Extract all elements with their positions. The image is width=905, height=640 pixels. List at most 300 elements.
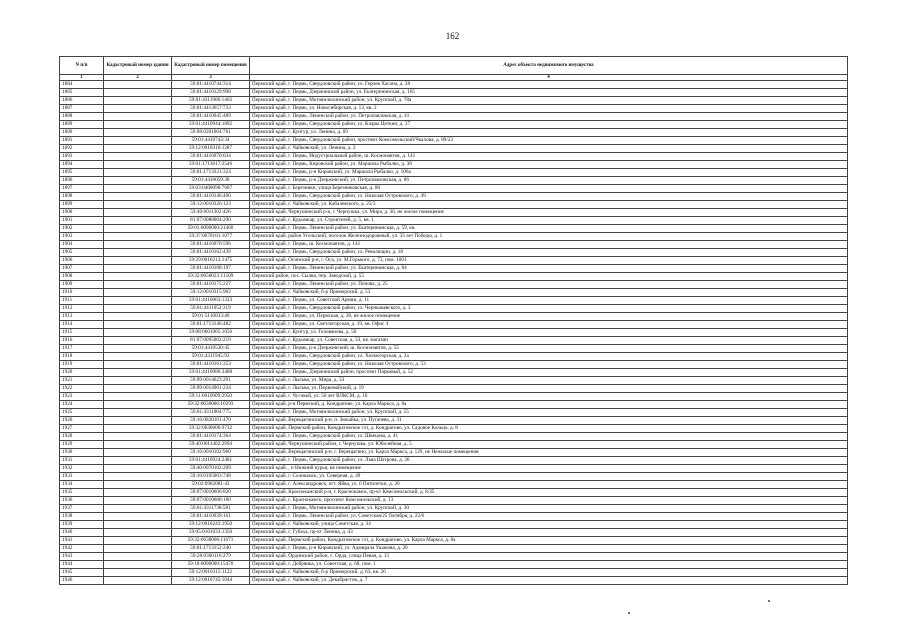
- row-number: 1897: [60, 185, 104, 193]
- room-cadastral-number: 59:09:0014901:234: [172, 385, 250, 393]
- row-number: 1944: [60, 561, 104, 569]
- row-number: 1918: [60, 353, 104, 361]
- row-number: 1891: [60, 137, 104, 145]
- table-row: [60, 385, 848, 393]
- table-row: [60, 97, 848, 105]
- table-row: [60, 353, 848, 361]
- building-cadastral-number: [104, 449, 172, 457]
- building-cadastral-number: [104, 113, 172, 121]
- room-cadastral-number: 59:01:4410162:439: [172, 249, 250, 257]
- table-row: [60, 417, 848, 425]
- object-address: Пермский край, Пермский район, Кондратовское с/п, д. Кондратово, ул. Садовое Кольцо, д. 8: [250, 425, 848, 433]
- object-address: Пермский край, г. Пермь, р-н Кировский, ул. Маршала Рыбалко, д. 106а: [250, 169, 848, 177]
- object-address: Пермский край, Осинский р-н, г. Оса, ул. М.Горького, д. 73, пом. 1001: [250, 257, 848, 265]
- room-cadastral-number: 59:12:0010745:1044: [172, 577, 250, 585]
- building-cadastral-number: [104, 209, 172, 217]
- row-number: 1887: [60, 105, 104, 113]
- table-row: [60, 265, 848, 273]
- room-cadastral-number: 59:01:1713331:324: [172, 169, 250, 177]
- row-number: 1911: [60, 297, 104, 305]
- building-cadastral-number: [104, 249, 172, 257]
- table-row: [60, 161, 848, 169]
- building-cadastral-number: [104, 241, 172, 249]
- object-address: Пермский край, г. Пермь, Ленинский район, ул. Екатерининская, д. 84: [250, 265, 848, 273]
- row-number: 1924: [60, 401, 104, 409]
- object-address: Пермский край, Чернушинский район, г. Чернушка, ул. Юбилейная, д. 5: [250, 441, 848, 449]
- object-address: Пермский край, г. Пермь, Свердловский район, ул. Льва Шатрова, д. 26: [250, 457, 848, 465]
- room-cadastral-number: 59:01:1713017:2546: [172, 161, 250, 169]
- building-cadastral-number: [104, 265, 172, 273]
- object-address: Пермский край, г. Пермь, ул. Советской Армии, д. 11: [250, 297, 848, 305]
- row-number: 1938: [60, 513, 104, 521]
- room-cadastral-number: 59:01:4410129:998: [172, 89, 250, 97]
- object-address: Пермский край, Верещагинский р-н, п. Зюкайка, ул. Пугачева, д. 31: [250, 417, 848, 425]
- building-cadastral-number: [104, 473, 172, 481]
- room-cadastral-number: 59:01:4311906:1463: [172, 97, 250, 105]
- object-address: Пермский край, г. Добрянка, ул. Советская, д. 68, пом. 1: [250, 561, 848, 569]
- object-address: Пермский край, г. Пермь, ул. Пермская, д. 30, не жилое помещение: [250, 313, 848, 321]
- building-cadastral-number: [104, 505, 172, 513]
- row-number: 1945: [60, 569, 104, 577]
- header-num: N п/п: [60, 57, 104, 75]
- room-cadastral-number: 59:09:0014623:291: [172, 377, 250, 385]
- building-cadastral-number: [104, 201, 172, 209]
- table-row: [60, 209, 848, 217]
- object-address: Пермский край, г. Пермь, Дзержинский район, ул. Екатерининская, д. 165: [250, 89, 848, 97]
- room-cadastral-number: 59:05:0101033:1350: [172, 529, 250, 537]
- object-address: Пермский край, Чернушинский р-н, г. Чернушка, ул. Мира, д. 36, не жилое помещение: [250, 209, 848, 217]
- room-cadastral-number: 59:01:0000000:21460: [172, 225, 250, 233]
- table-row: [60, 537, 848, 545]
- room-cadastral-number: 59:28:0360116:279: [172, 553, 250, 561]
- room-cadastral-number: 59:01:4410161:353: [172, 361, 250, 369]
- table-row: [60, 193, 848, 201]
- row-number: 1895: [60, 169, 104, 177]
- room-cadastral-number: 59:07:0010608:180: [172, 497, 250, 505]
- table-row: [60, 513, 848, 521]
- building-cadastral-number: [104, 377, 172, 385]
- object-address: Пермский край, г. Краснокамск, проспект Комсомольский, д. 13: [250, 497, 848, 505]
- object-address: Пермский край, г. Пермь, Свердловский район, ул. Николая Островского, д. 49: [250, 193, 848, 201]
- room-cadastral-number: 59:01:4410944:1892: [172, 121, 250, 129]
- room-cadastral-number: 59:10:0105003:748: [172, 473, 250, 481]
- table-row: [60, 505, 848, 513]
- room-cadastral-number: 59:01:4410744:314: [172, 81, 250, 89]
- row-number: 1902: [60, 225, 104, 233]
- object-address: Пермский край, Пермский район, Кондратовское с/п, д. Кондратово, ул. Карла Маркса, д. 8а: [250, 537, 848, 545]
- row-number: 1885: [60, 89, 104, 97]
- table-row: [60, 561, 848, 569]
- scan-dot-mark: [768, 600, 770, 602]
- room-cadastral-number: 59:12:0010316:1287: [172, 145, 250, 153]
- row-number: 1884: [60, 81, 104, 89]
- building-cadastral-number: [104, 177, 172, 185]
- table-row: [60, 465, 848, 473]
- table-row: [60, 105, 848, 113]
- object-address: Пермский край, г. Пермь, Свердловский район, проспект Комсомольский/Чкалова, д. 89/23: [250, 137, 848, 145]
- room-cadastral-number: 59:01:1713146:482: [172, 321, 250, 329]
- row-number: 1914: [60, 321, 104, 329]
- table-body: [60, 81, 848, 585]
- building-cadastral-number: [104, 401, 172, 409]
- table-row: [60, 473, 848, 481]
- room-cadastral-number: 59:03:0400090:7607: [172, 185, 250, 193]
- object-address: Пермский край, Верещагинский р-н, г. Верещагино, ул. Карла Маркса, д. 129, не Нежилые помещения: [250, 449, 848, 457]
- row-number: 1900: [60, 209, 104, 217]
- table-row: [60, 313, 848, 321]
- object-address: Пермский край, г. Кунгур, ул. Ленина, д. 69: [250, 129, 848, 137]
- room-cadastral-number: 59:08:0601005:1056: [172, 329, 250, 337]
- building-cadastral-number: [104, 169, 172, 177]
- building-cadastral-number: [104, 417, 172, 425]
- room-cadastral-number: 59:37:0670101:1077: [172, 233, 250, 241]
- object-address: Пермский край, г. Чайковский, ул. Ленина, д. 2: [250, 145, 848, 153]
- object-address: Пермский край, г. Пермь, Ленинский район, ул. Попова, д. 25: [250, 281, 848, 289]
- table-row: [60, 305, 848, 313]
- row-number: 1910: [60, 289, 104, 297]
- building-cadastral-number: [104, 329, 172, 337]
- object-address: Пермский край, г. Чайковский, ул. Кабалевского, д. 25/3: [250, 201, 848, 209]
- building-cadastral-number: [104, 433, 172, 441]
- building-cadastral-number: [104, 537, 172, 545]
- row-number: 1946: [60, 577, 104, 585]
- building-cadastral-number: [104, 425, 172, 433]
- building-cadastral-number: [104, 553, 172, 561]
- object-address: Пермский край, г. Пермь, Дзержинский район, проспект Парковый, д. 52: [250, 369, 848, 377]
- room-cadastral-number: 59:01:4411052:319: [172, 305, 250, 313]
- building-cadastral-number: [104, 465, 172, 473]
- room-cadastral-number: 59:32:0630006:9732: [172, 425, 250, 433]
- room-cadastral-number: 59:16:0820101:470: [172, 417, 250, 425]
- room-cadastral-number: 59:01:4410924:2481: [172, 457, 250, 465]
- table-row: [60, 257, 848, 265]
- table-header-row: [60, 57, 848, 75]
- room-cadastral-number: 59:07:0010606:820: [172, 489, 250, 497]
- room-cadastral-number: 59:40:0070102:209: [172, 465, 250, 473]
- object-address: Пермский край, г. Чайковский, б-р Приморский, д. 53: [250, 289, 848, 297]
- table-row: [60, 569, 848, 577]
- building-cadastral-number: [104, 129, 172, 137]
- table-row: [60, 329, 848, 337]
- row-number: 1930: [60, 449, 104, 457]
- row-number: 1923: [60, 393, 104, 401]
- row-number: 1899: [60, 201, 104, 209]
- room-cadastral-number: 59:01:4410530:45: [172, 345, 250, 353]
- table-row: [60, 361, 848, 369]
- table-row: [60, 377, 848, 385]
- object-address: Пермский край, г. Пермь, Свердловский район, ул. Героев Хасана, д. 28: [250, 81, 848, 89]
- room-cadastral-number: 59:18:0000000:15470: [172, 561, 250, 569]
- object-address: Пермский край, г. Лысьва, ул. Мира, д. 33: [250, 377, 848, 385]
- row-number: 1903: [60, 233, 104, 241]
- row-number: 1927: [60, 425, 104, 433]
- object-address: Пермский район, пос. Сылва, пер. Заводской, д. 55: [250, 273, 848, 281]
- object-address: Пермский край, г. Пермь, Мотовилихинский район, ул. Крупской, д. 30: [250, 505, 848, 513]
- building-cadastral-number: [104, 297, 172, 305]
- building-cadastral-number: [104, 145, 172, 153]
- row-number: 1913: [60, 313, 104, 321]
- row-number: 1932: [60, 465, 104, 473]
- building-cadastral-number: [104, 497, 172, 505]
- table-row: [60, 249, 848, 257]
- building-cadastral-number: [104, 313, 172, 321]
- table-row: [60, 201, 848, 209]
- room-cadastral-number: 59:02:0902081:43: [172, 481, 250, 489]
- building-cadastral-number: [104, 337, 172, 345]
- table-row: [60, 169, 848, 177]
- object-address: Пермский край, г. Пермь, р-н Дзержинский, ш. Космонавтов, д. 55: [250, 345, 848, 353]
- row-number: 1893: [60, 153, 104, 161]
- object-address: Пермский край, г. Пермь, Ленинский район, ул. Советская/25 Октября, д. 22/6: [250, 513, 848, 521]
- building-cadastral-number: [104, 321, 172, 329]
- table-row: [60, 129, 848, 137]
- building-cadastral-number: [104, 409, 172, 417]
- row-number: 1933: [60, 473, 104, 481]
- row-number: 1942: [60, 545, 104, 553]
- table-row: [60, 217, 848, 225]
- building-cadastral-number: [104, 137, 172, 145]
- table-row: [60, 185, 848, 193]
- room-cadastral-number: 59:32:0050023:11509: [172, 273, 250, 281]
- table-row: [60, 489, 848, 497]
- row-number: 1925: [60, 409, 104, 417]
- row-number: 1922: [60, 385, 104, 393]
- room-cadastral-number: 59:01:4410108:197: [172, 265, 250, 273]
- room-cadastral-number: 59:01:4413657:733: [172, 105, 250, 113]
- building-cadastral-number: [104, 441, 172, 449]
- room-cadastral-number: 59:32:0630006:11671: [172, 537, 250, 545]
- row-number: 1906: [60, 257, 104, 265]
- table-row: [60, 321, 848, 329]
- table-row: [60, 481, 848, 489]
- table-row: [60, 121, 848, 129]
- object-address: Пермский край, г. Соликамск, ул. Северная, д. 49: [250, 473, 848, 481]
- building-cadastral-number: [104, 361, 172, 369]
- row-number: 1905: [60, 249, 104, 257]
- row-number: 1886: [60, 97, 104, 105]
- object-address: Пермский край, р-н Пермский, д. Кондратово, ул. Карла Маркса, д. 8а: [250, 401, 848, 409]
- building-cadastral-number: [104, 305, 172, 313]
- table-row: [60, 577, 848, 585]
- room-cadastral-number: 59:01:4410743:34: [172, 137, 250, 145]
- building-cadastral-number: [104, 89, 172, 97]
- building-cadastral-number: [104, 545, 172, 553]
- building-cadastral-number: [104, 105, 172, 113]
- table-row: [60, 521, 848, 529]
- room-cadastral-number: 59:01:4416070:596: [172, 241, 250, 249]
- room-cadastral-number: 59:12:0010315:902: [172, 289, 250, 297]
- table-row: [60, 369, 848, 377]
- object-address: Пермский край, г. Пермь, Свердловский район, ул. Николая Островского, д. 53: [250, 361, 848, 369]
- header-room-cadastral: Кадастровый номер помещения: [172, 57, 250, 75]
- row-number: 1896: [60, 177, 104, 185]
- object-address: Пермский край, г. Чусовой, ул. 50 лет ВЛКСМ, д. 10: [250, 393, 848, 401]
- building-cadastral-number: [104, 193, 172, 201]
- building-cadastral-number: [104, 257, 172, 265]
- table-row: [60, 529, 848, 537]
- room-cadastral-number: 59:01:4311945:92: [172, 353, 250, 361]
- room-cadastral-number: 59:01:5110033:40: [172, 313, 250, 321]
- row-number: 1928: [60, 433, 104, 441]
- table-row: [60, 233, 848, 241]
- row-number: 1898: [60, 193, 104, 201]
- row-number: 1939: [60, 521, 104, 529]
- object-address: Пермский край, г. Пермь, Свердловский район, ул. Чернышевского, д. 3: [250, 305, 848, 313]
- building-cadastral-number: [104, 385, 172, 393]
- building-cadastral-number: [104, 81, 172, 89]
- building-cadastral-number: [104, 217, 172, 225]
- table-row: [60, 113, 848, 121]
- row-number: 1917: [60, 345, 104, 353]
- building-cadastral-number: [104, 529, 172, 537]
- building-cadastral-number: [104, 273, 172, 281]
- table-row: [60, 553, 848, 561]
- table-row: [60, 137, 848, 145]
- table-row: [60, 401, 848, 409]
- table-row: [60, 433, 848, 441]
- index-4: 4: [250, 75, 848, 81]
- table-row: [60, 241, 848, 249]
- row-number: 1943: [60, 553, 104, 561]
- building-cadastral-number: [104, 121, 172, 129]
- header-building-cadastral: Кадастровый номер здания: [104, 57, 172, 75]
- building-cadastral-number: [104, 345, 172, 353]
- building-cadastral-number: [104, 233, 172, 241]
- row-number: 1888: [60, 113, 104, 121]
- object-address: Пермский край, г. Пермь, ул. Новосибирская, д. 13, кв. 2: [250, 105, 848, 113]
- object-address: Пермский край, г. Кудымкар, ул. Советская, д. 33, кв. магазин: [250, 337, 848, 345]
- row-number: 1894: [60, 161, 104, 169]
- object-address: Пермский край, Краснокамский р-н, г. Краснокамск, пр-кт Комсомольский, д. 8/35: [250, 489, 848, 497]
- table-row: [60, 289, 848, 297]
- room-cadastral-number: 59:01:4410039:161: [172, 513, 250, 521]
- building-cadastral-number: [104, 153, 172, 161]
- room-cadastral-number: 81:07:0095002:219: [172, 337, 250, 345]
- room-cadastral-number: 59:12:0010315:1122: [172, 569, 250, 577]
- table-row: [60, 545, 848, 553]
- room-cadastral-number: 59:32:0630006:10293: [172, 401, 250, 409]
- row-number: 1937: [60, 505, 104, 513]
- table-row: [60, 81, 848, 89]
- table-row: [60, 273, 848, 281]
- row-number: 1909: [60, 281, 104, 289]
- object-address: Пермский край, г. Пермь, Свердловский район, ул. Революции, д. 18: [250, 249, 848, 257]
- room-cadastral-number: 59:01:4416063:1323: [172, 297, 250, 305]
- object-address: Пермский край, г. Пермь, Ленинский район, ул. Петропавловская, д. 41: [250, 113, 848, 121]
- object-address: Пермский край, г. Лысьва, ул. Первомайской, д. 19: [250, 385, 848, 393]
- row-number: 1931: [60, 457, 104, 465]
- table-row: [60, 425, 848, 433]
- object-address: Пермский край, г. Чайковский, ул. Декабристов, д. 7: [250, 577, 848, 585]
- row-number: 1940: [60, 529, 104, 537]
- room-cadastral-number: 59:29:0010213:1475: [172, 257, 250, 265]
- table-row: [60, 441, 848, 449]
- table-row: [60, 153, 848, 161]
- row-number: 1916: [60, 337, 104, 345]
- room-cadastral-number: 59:01:4311738:581: [172, 505, 250, 513]
- building-cadastral-number: [104, 97, 172, 105]
- property-register-table: [59, 56, 848, 585]
- table-row: [60, 345, 848, 353]
- row-number: 1889: [60, 121, 104, 129]
- building-cadastral-number: [104, 481, 172, 489]
- room-cadastral-number: 59:01:4410174:364: [172, 433, 250, 441]
- table-row: [60, 497, 848, 505]
- row-number: 1908: [60, 273, 104, 281]
- object-address: Пермский край, Ординский район, с. Орда, улица Певая, д. 13: [250, 553, 848, 561]
- building-cadastral-number: [104, 353, 172, 361]
- room-cadastral-number: 59:40:0011402:2994: [172, 441, 250, 449]
- table-row: [60, 177, 848, 185]
- object-address: Пермский край, г. Пермь, Ленинский район, ул. Екатерининская, д. 59, кв.: [250, 225, 848, 233]
- row-number: 1935: [60, 489, 104, 497]
- table-row: [60, 89, 848, 97]
- object-address: Пермский край, г. Пермь, р-н Кировский, ул. Адмирала Ушакова, д. 20: [250, 545, 848, 553]
- room-cadastral-number: 59:11:0010909:2950: [172, 393, 250, 401]
- building-cadastral-number: [104, 561, 172, 569]
- table-row: [60, 145, 848, 153]
- building-cadastral-number: [104, 369, 172, 377]
- room-cadastral-number: 59:01:4410146:400: [172, 193, 250, 201]
- row-number: 1919: [60, 361, 104, 369]
- row-number: 1912: [60, 305, 104, 313]
- index-3: 3: [172, 75, 250, 81]
- object-address: Пермский край, г. Чайковский, б-р Приморский, д. 63, кв. 26: [250, 569, 848, 577]
- building-cadastral-number: [104, 185, 172, 193]
- object-address: Пермский край, г. Кунгур, ул. Голованова, д. 50: [250, 329, 848, 337]
- building-cadastral-number: [104, 289, 172, 297]
- room-cadastral-number: 59:01:4416070:634: [172, 153, 250, 161]
- object-address: Пермский край, г. Кудымкар, ул. Строителей, д. 5, кв. 1: [250, 217, 848, 225]
- row-number: 1929: [60, 441, 104, 449]
- room-cadastral-number: 59:12:0010326:123: [172, 201, 250, 209]
- page-number: 162: [445, 31, 460, 41]
- object-address: Пермский край, г. Пермь, Кировский район, ул. Маршала Рыбалко, д. 38: [250, 161, 848, 169]
- header-address: Адрес объекта недвижимого имущества: [250, 57, 848, 75]
- table-row: [60, 457, 848, 465]
- room-cadastral-number: 59:01:4410986:3408: [172, 369, 250, 377]
- building-cadastral-number: [104, 457, 172, 465]
- row-number: 1892: [60, 145, 104, 153]
- row-number: 1936: [60, 497, 104, 505]
- object-address: Пермский край, г. Пермь, Мотовилихинский район, ул. Крупской, д. 78а: [250, 97, 848, 105]
- row-number: 1921: [60, 377, 104, 385]
- object-address: Пермский край, г. Пермь, р-н Дзержинский, ул. Петропавловская, д. 86: [250, 177, 848, 185]
- room-cadastral-number: 81:07:0088004:290: [172, 217, 250, 225]
- room-cadastral-number: 59:12:0010243:1950: [172, 521, 250, 529]
- room-cadastral-number: 59:40:0011302:426: [172, 209, 250, 217]
- row-number: 1915: [60, 329, 104, 337]
- object-address: Пермский край, г. Пермь, Свердловский район, ул. Швецова, д. 41: [250, 433, 848, 441]
- index-2: 2: [104, 75, 172, 81]
- table-row: [60, 297, 848, 305]
- row-number: 1907: [60, 265, 104, 273]
- row-number: 1920: [60, 369, 104, 377]
- object-address: Пермский край, г. Чайковский, улица Советская, д. 34: [250, 521, 848, 529]
- object-address: Пермский край, г. Березники, улица Березниковская, д. 68: [250, 185, 848, 193]
- object-address: Пермский край, г. Пермь, Свердловский район, ул. Клары Цеткин, д. 27: [250, 121, 848, 129]
- object-address: Пермский край, г. Пермь, Свердловский район, ул. Холмогорская, д. 2а: [250, 353, 848, 361]
- row-number: 1904: [60, 241, 104, 249]
- building-cadastral-number: [104, 577, 172, 585]
- room-cadastral-number: 59:01:4410045:489: [172, 113, 250, 121]
- table-row: [60, 449, 848, 457]
- building-cadastral-number: [104, 393, 172, 401]
- room-cadastral-number: 59:08:0201004:761: [172, 129, 250, 137]
- room-cadastral-number: 59:16:0010102:960: [172, 449, 250, 457]
- object-address: Пермский край, г. Губаха, пр-кт Ленина, д. 43: [250, 529, 848, 537]
- row-number: 1934: [60, 481, 104, 489]
